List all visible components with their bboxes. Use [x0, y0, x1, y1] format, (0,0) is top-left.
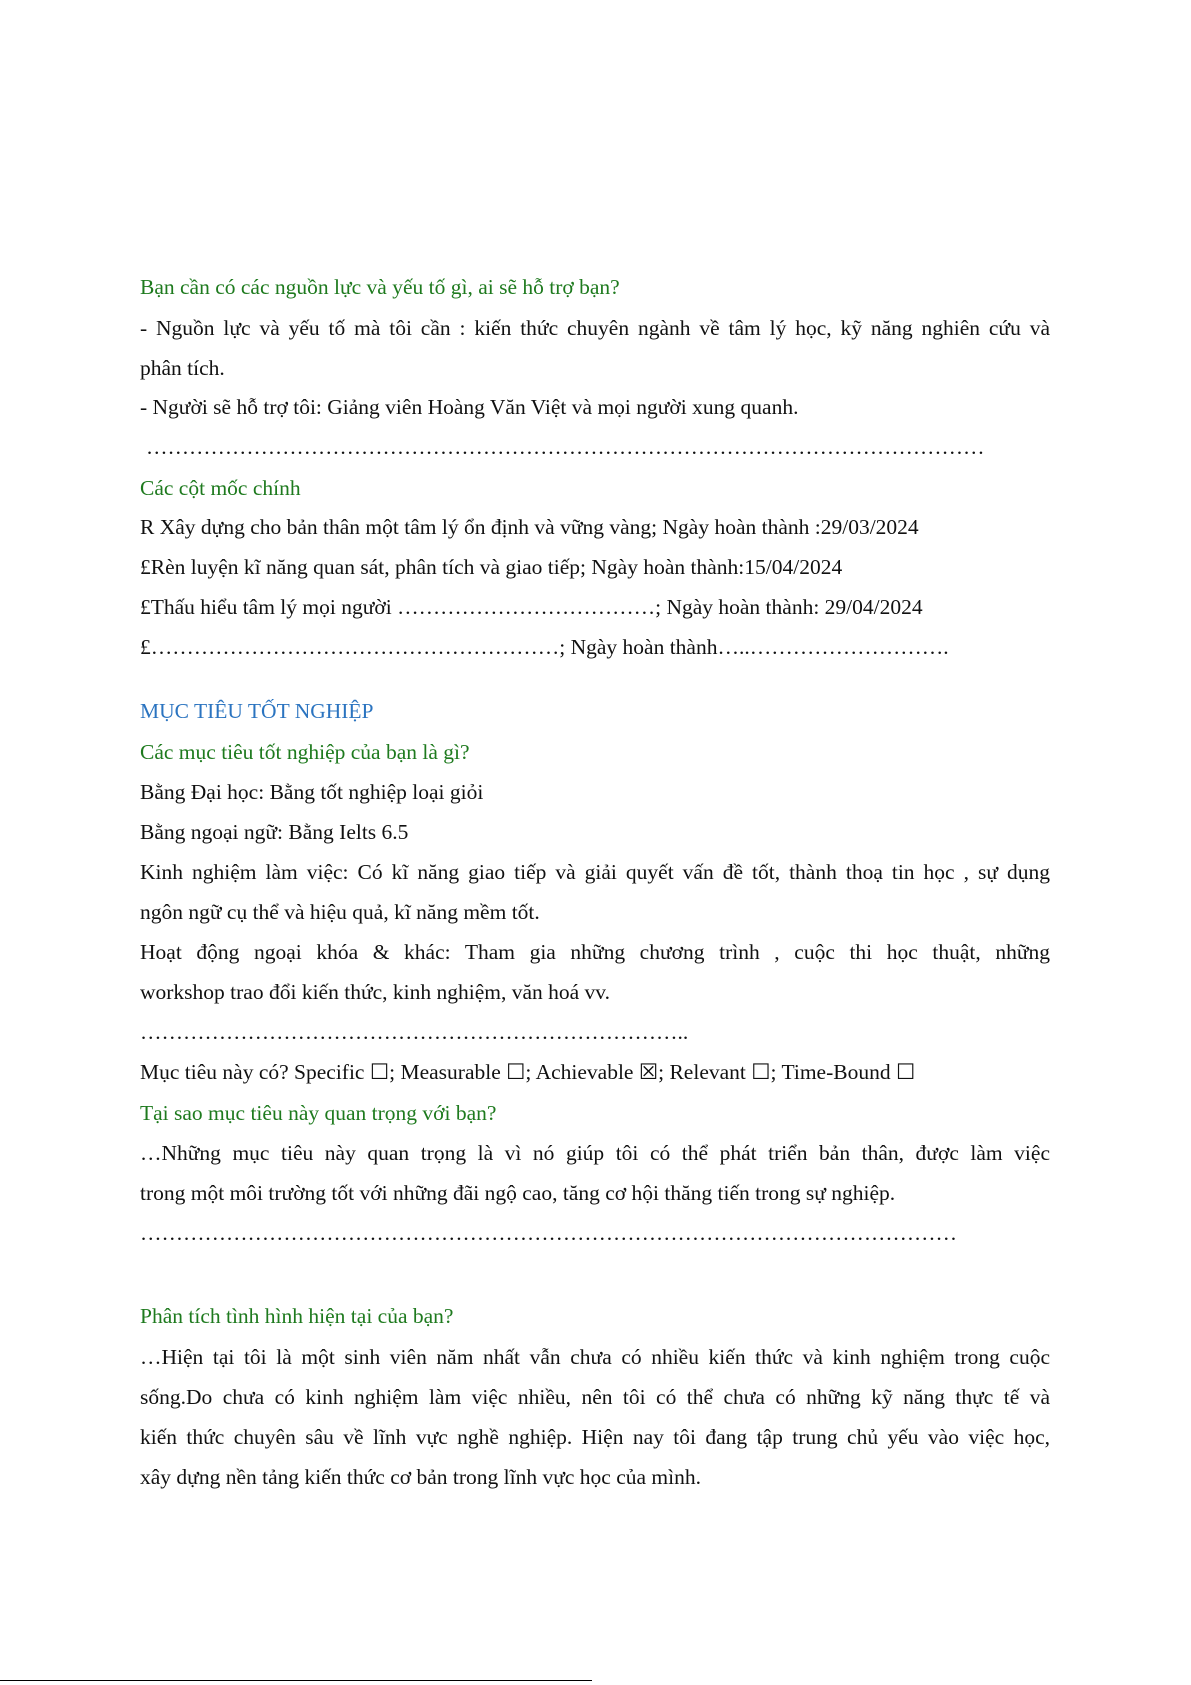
milestone-item-2: £Rèn luyện kĩ năng quan sát, phân tích và giao tiếp; Ngày hoàn thành:15/04/2024	[140, 555, 843, 579]
smart-criteria: Mục tiêu này có? Specific ☐; Measurable ☐; Achievable ☒; Relevant ☐; Time-Bound ☐	[140, 1060, 916, 1084]
resources-supporter: - Người sẽ hỗ trợ tôi: Giảng viên Hoàng Văn Việt và mọi người xung quanh.	[140, 395, 799, 419]
resources-dotted-line: ………………………………………………………………………………………………………	[146, 435, 985, 459]
milestone-item-3: £Thấu hiểu tâm lý mọi người ………………………………; Ngày hoàn thành: 29/04/2024	[140, 595, 923, 619]
analysis-line2: sống.Do chưa có kinh nghiệm làm việc nhiều, nên tôi có thể chưa có những kỹ năng thực tế và	[140, 1385, 1050, 1409]
graduation-question: Các mục tiêu tốt nghiệp của bạn là gì?	[140, 740, 470, 764]
why-answer-line1: …Những mục tiêu này quan trọng là vì nó giúp tôi có thể phát triển bản thân, được làm việc	[140, 1141, 1050, 1165]
graduation-section-title: MỤC TIÊU TỐT NGHIỆP	[140, 699, 374, 723]
analysis-line3: kiến thức chuyên sâu về lĩnh vực nghề nghiệp. Hiện nay tôi đang tập trung chủ yếu vào việc học,	[140, 1425, 1050, 1449]
analysis-line1: …Hiện tại tôi là một sinh viên năm nhất vẫn chưa có nhiều kiến thức và kinh nghiệm trong cuộc	[140, 1345, 1050, 1369]
milestone-item-1: R Xây dựng cho bản thân một tâm lý ổn định và vững vàng; Ngày hoàn thành :29/03/2024	[140, 515, 919, 539]
resources-heading: Bạn cần có các nguồn lực và yếu tố gì, ai sẽ hỗ trợ bạn?	[140, 275, 620, 299]
resources-needed-line1: - Nguồn lực và yếu tố mà tôi cần : kiến thức chuyên ngành về tâm lý học, kỹ năng nghiên cứu và	[140, 316, 1050, 340]
analysis-line4: xây dựng nền tảng kiến thức cơ bản trong lĩnh vực học của mình.	[140, 1465, 701, 1489]
graduation-language: Bằng ngoại ngữ: Bằng Ielts 6.5	[140, 820, 409, 844]
graduation-activities-line1: Hoạt động ngoại khóa & khác: Tham gia những chương trình , cuộc thi học thuật, những	[140, 940, 1050, 964]
graduation-activities-line2: workshop trao đổi kiến thức, kinh nghiệm, văn hoá vv.	[140, 980, 611, 1004]
graduation-experience-line1: Kinh nghiệm làm việc: Có kĩ năng giao tiếp và giải quyết vấn đề tốt, thành thoạ tin học , sự dụng	[140, 860, 1050, 884]
why-dotted-line: ……………………………………………………………………………………………………	[140, 1221, 957, 1245]
graduation-experience-line2: ngôn ngữ cụ thể và hiệu quả, kĩ năng mềm tốt.	[140, 900, 540, 924]
resources-needed-line2: phân tích.	[140, 356, 225, 380]
graduation-degree: Bằng Đại học: Bằng tốt nghiệp loại giỏi	[140, 780, 484, 804]
footnote-rule	[0, 1680, 592, 1681]
graduation-dotted-line: …………………………………………………………………..	[140, 1020, 689, 1044]
milestone-item-4: £…………………………………………………; Ngày hoàn thành…..……………………….	[140, 635, 949, 659]
why-answer-line2: trong một môi trường tốt với những đãi ngộ cao, tăng cơ hội thăng tiến trong sự nghiệp.	[140, 1181, 896, 1205]
milestones-heading: Các cột mốc chính	[140, 476, 301, 500]
analysis-question: Phân tích tình hình hiện tại của bạn?	[140, 1304, 454, 1328]
why-question: Tại sao mục tiêu này quan trọng với bạn?	[140, 1101, 497, 1125]
